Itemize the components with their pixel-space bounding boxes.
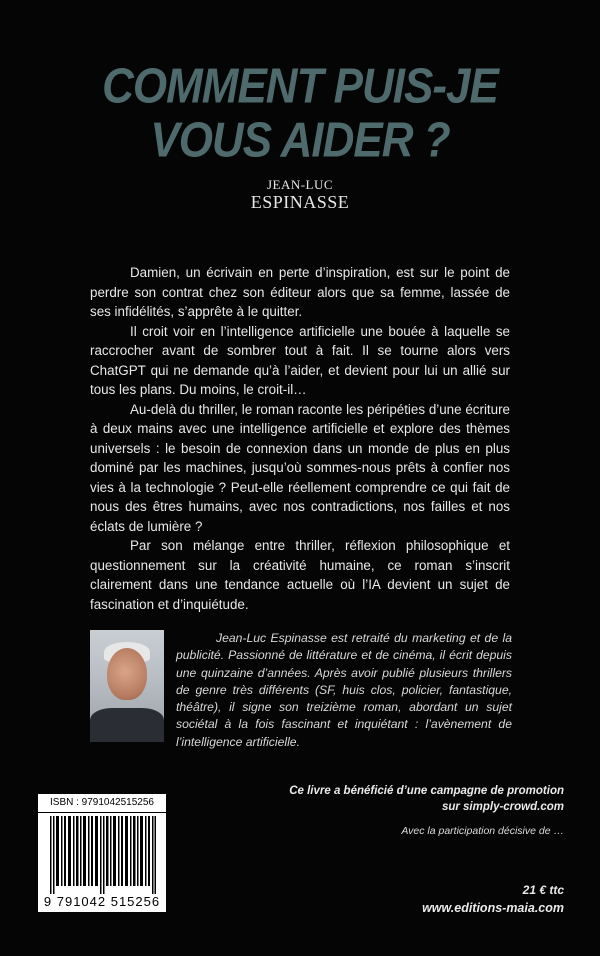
author-last-name: ESPINASSE <box>250 192 350 212</box>
promo-line-1: Ce livre a bénéficié d’une campagne de promotion <box>289 785 564 797</box>
author-photo-face <box>107 648 147 700</box>
book-title-line-2: VOUS AIDER ? <box>150 112 450 168</box>
book-title-line-1: COMMENT PUIS-JE <box>102 58 498 114</box>
blurb-paragraph: Par son mélange entre thriller, réflexion philosophique et questionnement sur la créativité humaine, ce roman s’inscrit clairement dans une tendance actuelle où l’IA devient un sujet de fascination et d’inquiétude. <box>90 538 510 612</box>
blurb-paragraph: Damien, un écrivain en perte d’inspiration, est sur le point de perdre son contrat chez son éditeur alors que sa femme, lassée de ses infidélités, s’apprête à le quitter. <box>90 265 510 319</box>
author-first-name: JEAN-LUC <box>266 177 334 192</box>
book-blurb <box>90 263 510 614</box>
participation-text: Avec la participation décisive de … <box>401 825 564 837</box>
price: 21 € ttc <box>522 883 564 897</box>
blurb-paragraph: Il croit voir en l’intelligence artificielle une bouée à laquelle se raccrocher avant de sombrer tout à fait. Il se tourne alors vers ChatGPT qui ne demande qu’à l’aider, et devient pour lui un allié sur tous les plans. Du moins, le croit-il… <box>90 323 510 397</box>
author-photo <box>90 630 164 742</box>
barcode-bars <box>50 816 156 894</box>
author-photo-shirt <box>90 708 164 742</box>
promo-line-2: sur simply-crowd.com <box>441 801 564 813</box>
publisher-website: www.editions-maia.com <box>422 901 564 915</box>
promo-text <box>264 783 564 815</box>
author-bio <box>176 630 512 751</box>
book-title <box>0 60 600 168</box>
barcode-digits: 9 791042 515256 <box>43 894 161 909</box>
blurb-paragraph: Au-delà du thriller, le roman raconte les péripéties d’une écriture à deux mains avec une intelligence artificielle et explore des thèmes universels : le besoin de connexion dans un monde de plus en plus dominé par les machines, jusqu’où sommes-nous prêts à confier nos vies à la technologie ? Peut-elle réellement comprendre ce qui fait de nous des êtres humains, avec nos contradictions, nos failles et nos éclats de lumière ? <box>90 401 510 534</box>
isbn-barcode <box>38 794 166 912</box>
author-name <box>0 178 600 212</box>
isbn-label: ISBN : 9791042515256 <box>38 794 166 813</box>
author-bio-text: Jean-Luc Espinasse est retraité du marketing et de la publicité. Passionné de littérature et de cinéma, il écrit depuis une quinzaine d’années. Après avoir publié plusieurs thrillers de genre très différents (SF, huis clos, policier, fantastique, théâtre), il signe son treizième roman, abordant un sujet sociétal à la fois fascinant et inquiétant : l’avènement de l’intelligence artificielle. <box>176 631 512 749</box>
